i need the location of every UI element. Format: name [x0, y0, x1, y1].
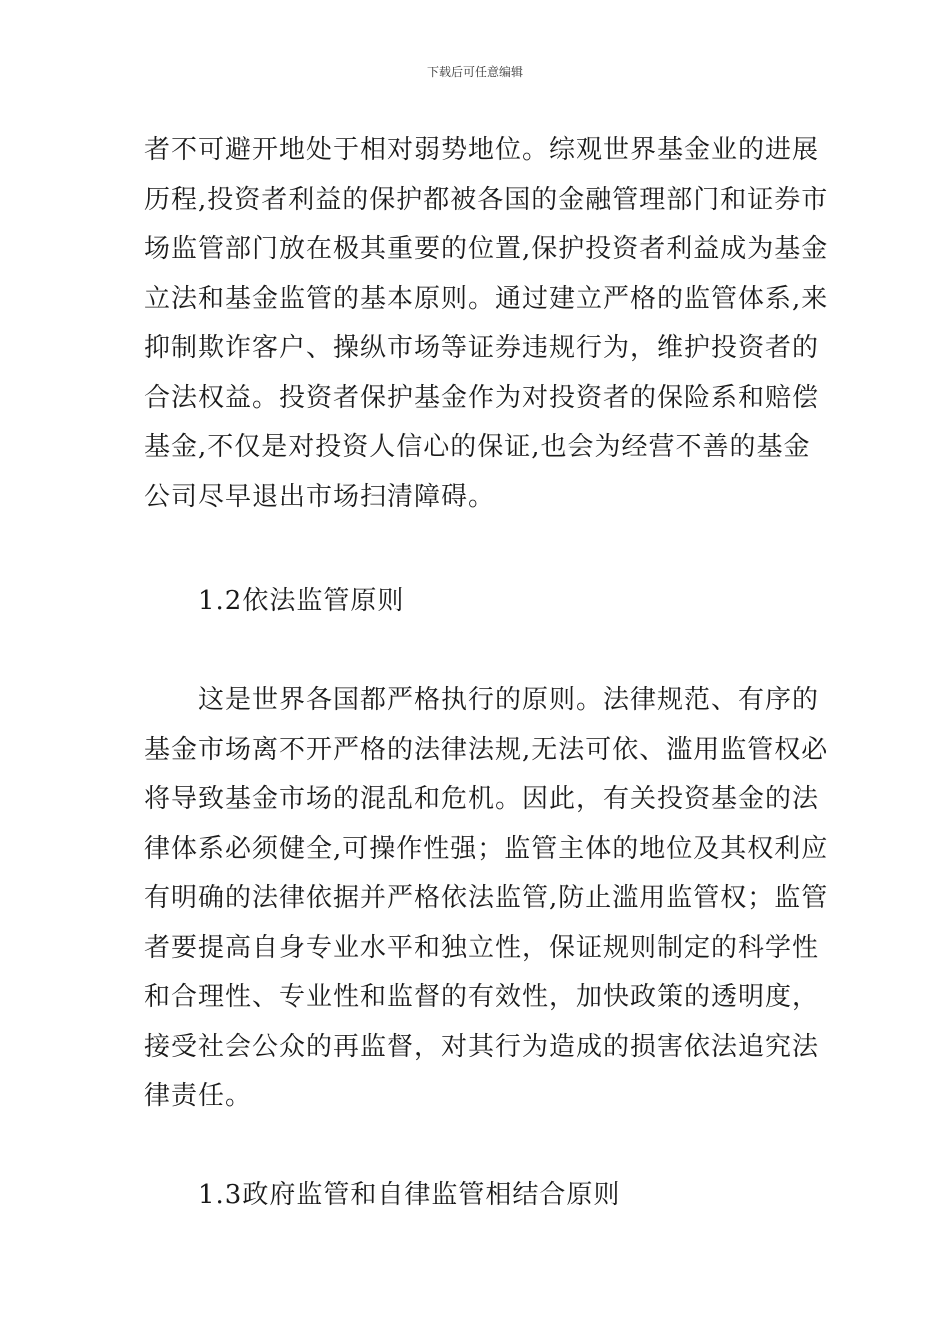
paragraph-line: 立法和基金监管的基本原则。通过建立严格的监管体系,来 [144, 283, 829, 314]
paragraph-line: 基金,不仅是对投资人信心的保证,也会为经营不善的基金 [144, 432, 811, 462]
paragraph-line: 将导致基金市场的混乱和危机。因此，有关投资基金的法 [144, 784, 820, 814]
paragraph-line: 基金市场离不开严格的法律法规,无法可依、滥用监管权必 [144, 734, 829, 765]
paragraph-line: 这是世界各国都严格执行的原则。法律规范、有序的 [198, 685, 820, 715]
paragraph-line: 合法权益。投资者保护基金作为对投资者的保险系和赔偿 [144, 382, 820, 413]
paragraph-line: 律体系必须健全,可操作性强；监管主体的地位及其权利应 [144, 833, 829, 864]
paragraph-line: 有明确的法律依据并严格依法监管,防止滥用监管权；监管 [144, 883, 829, 913]
paragraph-line: 公司尽早退出市场扫清障碍。 [144, 481, 496, 512]
paragraph-lawful-supervision [144, 676, 829, 1122]
paragraph-line: 抑制欺诈客户、操纵市场等证券违规行为，维护投资者的 [144, 333, 820, 363]
section-heading-text: 1.2依法监管原则 [198, 586, 405, 616]
paragraph-investor-protection [144, 126, 829, 522]
section-heading-1-2 [144, 577, 808, 627]
section-heading-1-3 [144, 1171, 808, 1221]
paragraph-line: 律责任。 [144, 1081, 253, 1111]
paragraph-line: 接受社会公众的再监督，对其行为造成的损害依法追究法 [144, 1031, 820, 1062]
page-header: 下载后可任意编辑 [426, 65, 523, 79]
paragraph-line: 历程,投资者利益的保护都被各国的金融管理部门和证券市 [144, 184, 829, 215]
section-heading-text: 1.3政府监管和自律监管相结合原则 [198, 1180, 621, 1210]
paragraph-line: 者不可避开地处于相对弱势地位。综观世界基金业的进展 [144, 135, 820, 165]
paragraph-line: 场监管部门放在极其重要的位置,保护投资者利益成为基金 [144, 234, 829, 264]
paragraph-line: 和合理性、专业性和监督的有效性，加快政策的透明度， [144, 982, 820, 1012]
paragraph-line: 者要提高自身专业水平和独立性，保证规则制定的科学性 [144, 932, 820, 963]
